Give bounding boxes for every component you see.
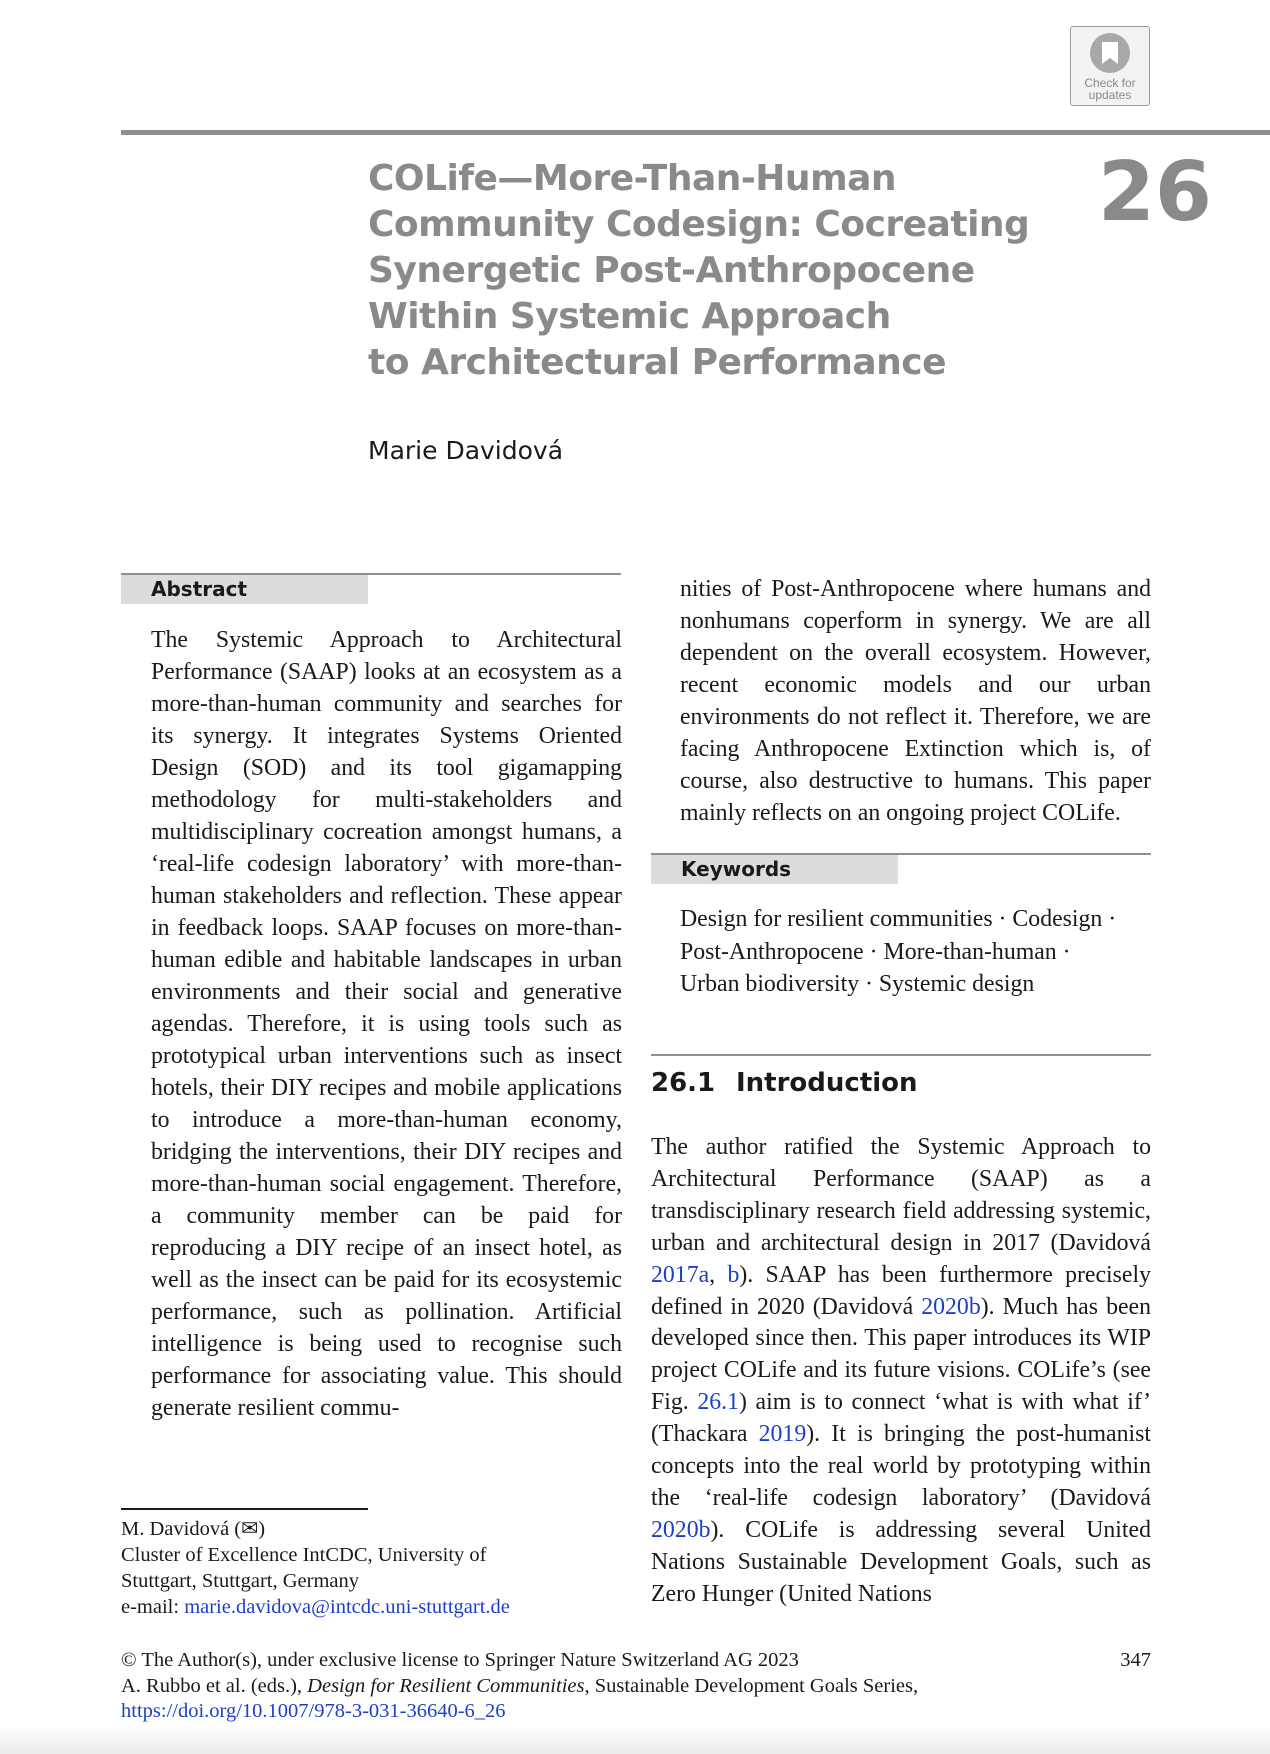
chapter-title-line: Synergetic Post-Anthropocene — [368, 250, 975, 291]
keywords-line: Post-Anthropocene · More-than-human · — [680, 938, 1071, 965]
chapter-title-line: COLife—More-Than-Human — [368, 158, 896, 199]
section-title: Introduction — [736, 1068, 918, 1098]
intro-text-run: ). SAAP has been furthermore precisely defined in 2020 (Davidová — [651, 1261, 1151, 1320]
badge-label-line2: updates — [1088, 88, 1132, 102]
citation-link[interactable]: 2017a — [651, 1261, 710, 1288]
page-footer — [121, 1648, 1151, 1725]
intro-text-run: , — [709, 1261, 728, 1288]
email-label: e-mail: — [121, 1596, 185, 1618]
intro-text-run: The author ratified the Systemic Approach to Architectural Performance (SAAP) as a transdisciplinary research field addressing systemic, urban and architectural design in 2017 (Davidová — [651, 1134, 1151, 1256]
copyright-line: © The Author(s), under exclusive license to Springer Nature Switzerland AG 2023 — [121, 1649, 799, 1671]
chapter-title-line: Within Systemic Approach — [368, 296, 891, 337]
figure-link[interactable]: 26.1 — [697, 1389, 739, 1416]
chapter-number: 26 — [1097, 145, 1212, 240]
section-number: 26.1 — [651, 1068, 716, 1098]
citation-link[interactable]: b — [727, 1261, 740, 1288]
bookmark-icon — [1090, 33, 1130, 73]
page-number: 347 — [1120, 1649, 1151, 1671]
abstract-heading: Abstract — [121, 575, 368, 604]
citation-link[interactable]: 2019 — [758, 1421, 807, 1448]
footnote-divider — [121, 1508, 368, 1510]
chapter-title-line: Community Codesign: Cocreating — [368, 204, 1030, 245]
abstract-text-col2: nities of Post-Anthropocene where humans and nonhumans coperform in synergy. We are all dependent on the overall ecosystem. However, recent economic models and our urban environments do not reflect it. Therefore, we are facing Anthropocene Extinction which is, of course, also destructive to humans. This paper mainly reflects on an ongoing project COLife. — [680, 576, 1151, 826]
citation-link[interactable]: 2020b — [651, 1516, 711, 1543]
intro-text-run: ). Much has been developed since then. This paper introduces its WIP project COLife and its future visions. COLife’s (see Fig. — [651, 1293, 1151, 1416]
author-affiliation — [121, 1516, 641, 1620]
affiliation-name: M. Davidová (✉) — [121, 1518, 266, 1540]
affiliation-line: Stuttgart, Stuttgart, Germany — [121, 1570, 359, 1592]
top-divider — [121, 130, 1270, 135]
keywords-line: Design for resilient communities · Codesign · — [680, 906, 1117, 932]
keywords-line: Urban biodiversity · Systemic design — [680, 971, 1035, 997]
citation-link[interactable]: 2020b — [921, 1293, 981, 1320]
intro-text-run: ). It is bringing the post-humanist concepts into the real world by prototyping within the ‘real-life codesign laboratory’ (Davidová — [651, 1421, 1151, 1511]
abstract-text-col1: The Systemic Approach to Architectural Performance (SAAP) looks at an ecosystem as a more-than-human community and searches for its synergy. It integrates Systems Oriented Design (SOD) and its tool gigamapping methodology for multi-stakeholders and multidisciplinary cocreation amongst humans, a ‘real-life codesign laboratory’ with more-than-human stakeholders and reflection. These appear in feedback loops. SAAP focuses on more-than-human edible and habitable landscapes in urban environments and their social and generative agendas. Therefore, it is using tools such as prototypical urban interventions such as insect hotels, their DIY recipes and mobile applications to introduce a more-than-human economy, bridging the interventions, their DIY recipes and more-than-human social engagement. Therefore, a community member can be paid for reproducing a DIY recipe of an insect hotel, as well as the insect can be paid for its ecosystemic performance, such as pollination. Artificial intelligence is being used to recognise such performance for associating value. This should generate resilient commu- — [151, 627, 622, 1421]
keywords-list — [680, 903, 1151, 1001]
book-title: Design for Resilient Communities — [307, 1674, 585, 1697]
intro-paragraph — [651, 1132, 1151, 1611]
doi-link[interactable]: https://doi.org/10.1007/978-3-031-36640-6_26 — [121, 1700, 506, 1722]
check-for-updates-badge[interactable] — [1070, 26, 1150, 106]
intro-divider — [651, 1054, 1151, 1056]
intro-text-run: ) aim is to connect ‘what is with what if’ (Thackara — [651, 1389, 1151, 1448]
abstract-header — [121, 573, 621, 604]
email-link[interactable]: marie.davidova@intcdc.uni-stuttgart.de — [184, 1596, 510, 1618]
affiliation-line: Cluster of Excellence IntCDC, University of — [121, 1544, 487, 1566]
editors-text: A. Rubbo et al. (eds.), — [121, 1674, 308, 1697]
keywords-heading: Keywords — [651, 855, 898, 884]
chapter-title-line: to Architectural Performance — [368, 342, 947, 383]
page-edge-shadow — [0, 1724, 1270, 1754]
intro-text-run: ). COLife is addressing several United Nations Sustainable Development Goals, such as Zero Hunger (United Nations — [651, 1516, 1151, 1607]
chapter-title — [368, 156, 1030, 386]
badge-label-line1: Check for — [1084, 76, 1136, 90]
citation-line — [121, 1674, 1151, 1700]
author-name: Marie Davidová — [368, 436, 564, 465]
keywords-header — [651, 853, 1151, 884]
affiliation-email-line — [121, 1594, 641, 1620]
section-heading — [651, 1066, 918, 1100]
series-text: , Sustainable Development Goals Series, — [584, 1674, 919, 1697]
